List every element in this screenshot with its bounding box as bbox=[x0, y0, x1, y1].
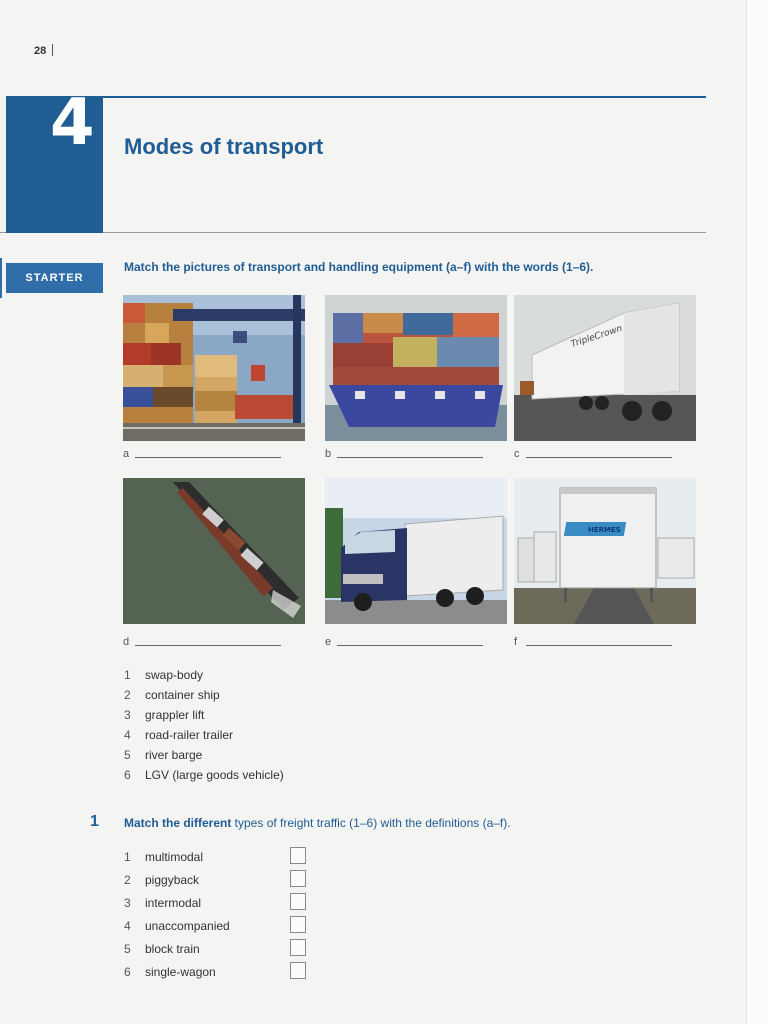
exercise1-item-list bbox=[124, 845, 230, 983]
answer-line-d[interactable]: d bbox=[123, 636, 129, 648]
list-item: 6 single-wagon bbox=[124, 960, 230, 983]
svg-text:HERMES: HERMES bbox=[588, 526, 621, 534]
page-edge bbox=[746, 0, 768, 1024]
list-item: 3 grappler lift bbox=[124, 708, 205, 722]
answer-box-3[interactable] bbox=[290, 893, 306, 910]
river-barge-icon bbox=[123, 478, 305, 624]
photo-a-container-terminal bbox=[123, 295, 305, 441]
header-rule-bottom bbox=[103, 232, 706, 233]
container-ship-icon bbox=[325, 295, 507, 441]
header-rule-top bbox=[103, 96, 706, 98]
answer-box-6[interactable] bbox=[290, 962, 306, 979]
photo-f-swap-body bbox=[514, 478, 696, 624]
list-item: 4 unaccompanied bbox=[124, 914, 230, 937]
photo-c-road-railer-trailer bbox=[514, 295, 696, 441]
starter-word-list bbox=[124, 665, 284, 785]
photo-d-river-barge bbox=[123, 478, 305, 624]
answer-line-e[interactable]: e bbox=[325, 636, 331, 648]
list-item: 5 block train bbox=[124, 937, 230, 960]
exercise1-instruction: Match the different types of freight traffic (1–6) with the definitions (a–f). bbox=[124, 816, 511, 830]
swap-body-icon bbox=[514, 478, 696, 624]
answer-line-c[interactable]: c bbox=[514, 448, 520, 460]
answer-box-1[interactable] bbox=[290, 847, 306, 864]
answer-line-b[interactable]: b bbox=[325, 448, 331, 460]
exercise-number: 1 bbox=[90, 813, 99, 830]
list-item: 2 container ship bbox=[124, 688, 220, 702]
unit-title: Modes of transport bbox=[124, 134, 324, 159]
answer-line-f[interactable]: f bbox=[514, 636, 517, 648]
list-item: 3 intermodal bbox=[124, 891, 230, 914]
photo-b-container-ship bbox=[325, 295, 507, 441]
container-terminal-crane-icon bbox=[123, 295, 305, 441]
header-rule-left bbox=[0, 232, 6, 233]
answer-line-a[interactable]: a bbox=[123, 448, 129, 460]
svg-text:TripleCrown: TripleCrown bbox=[569, 323, 624, 350]
page-number: 28 bbox=[34, 44, 53, 57]
list-item: 6 LGV (large goods vehicle) bbox=[124, 768, 284, 782]
starter-accent-line bbox=[0, 258, 2, 298]
unit-number: 4 bbox=[50, 86, 95, 160]
list-item: 2 piggyback bbox=[124, 868, 230, 891]
answer-box-4[interactable] bbox=[290, 916, 306, 933]
list-item: 1 multimodal bbox=[124, 845, 230, 868]
lgv-truck-icon bbox=[325, 478, 507, 624]
list-item: 5 river barge bbox=[124, 748, 203, 762]
starter-instruction: Match the pictures of transport and handling equipment (a–f) with the words (1–6). bbox=[124, 260, 594, 274]
list-item: 1 swap-body bbox=[124, 668, 204, 682]
starter-badge: STARTER bbox=[6, 263, 103, 293]
answer-box-2[interactable] bbox=[290, 870, 306, 887]
answer-box-5[interactable] bbox=[290, 939, 306, 956]
photo-e-lgv-truck bbox=[325, 478, 507, 624]
road-railer-trailer-icon bbox=[514, 295, 696, 441]
list-item: 4 road-railer trailer bbox=[124, 728, 234, 742]
